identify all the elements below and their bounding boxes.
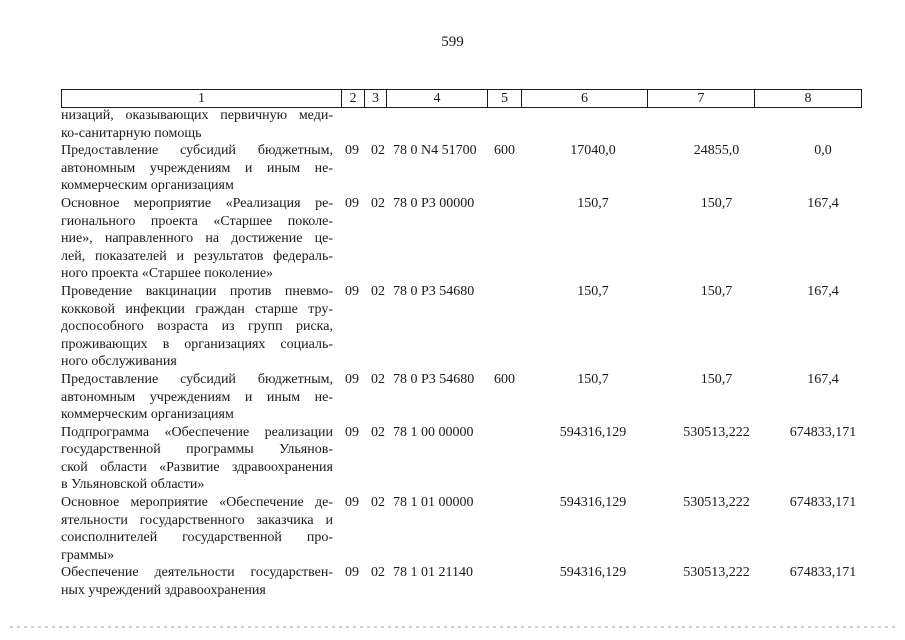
header-col-4: 4 xyxy=(387,90,488,108)
row-cell-c7: 24855,0 xyxy=(693,143,740,159)
description-line: ние», направленного на достижение це- xyxy=(61,231,333,247)
row-cell-c8: 674833,171 xyxy=(789,495,857,511)
header-col-5: 5 xyxy=(488,90,522,108)
row-cell-c2: 09 xyxy=(345,371,359,387)
description-line: ного обслуживания xyxy=(61,354,177,370)
description-line: низаций, оказывающих первичную меди- xyxy=(61,108,333,123)
description-line: кокковой инфекции граждан старше тру- xyxy=(61,301,333,317)
description-line: Обеспечение деятельности государствен- xyxy=(61,565,333,581)
description-line: автономным учреждениям и иным не- xyxy=(61,160,333,176)
row-cell-c6: 150,7 xyxy=(577,371,609,387)
table-row xyxy=(61,424,857,494)
row-cell-c7: 530513,222 xyxy=(683,424,750,440)
row-cell-c4: 78 1 01 21140 xyxy=(393,565,473,581)
row-cell-c3: 02 xyxy=(371,371,385,387)
row-cell-c3: 02 xyxy=(371,143,385,159)
table-row xyxy=(61,195,847,283)
header-col-7: 7 xyxy=(648,90,755,108)
description-line: государственной программы Ульянов- xyxy=(61,442,333,458)
row-description xyxy=(61,195,333,283)
row-cell-c8: 674833,171 xyxy=(789,424,857,440)
row-cell-c4: 78 1 00 00000 xyxy=(393,424,474,440)
description-line: гионального проекта «Старшее поколе- xyxy=(61,213,333,229)
column-header-table xyxy=(61,89,862,108)
table-row xyxy=(61,107,847,142)
row-cell-c6: 17040,0 xyxy=(570,143,616,159)
row-cell-c6: 150,7 xyxy=(577,195,609,211)
row-cell-c2: 09 xyxy=(345,283,359,299)
row-cell-c2: 09 xyxy=(345,565,359,581)
description-line: автономным учреждениям и иным не- xyxy=(61,389,333,405)
row-cell-c2: 09 xyxy=(345,495,359,511)
row-cell-c7: 150,7 xyxy=(700,371,733,387)
description-line: проживающих в организациях социаль- xyxy=(61,336,333,352)
row-cell-c4: 78 0 P3 00000 xyxy=(393,195,475,211)
row-cell-c6: 594316,129 xyxy=(559,565,627,581)
row-cell-c5: 600 xyxy=(494,143,515,159)
description-line: коммерческим организациям xyxy=(61,407,234,423)
row-description xyxy=(61,371,333,424)
description-line: Предоставление субсидий бюджетным, xyxy=(61,143,333,159)
row-description xyxy=(61,107,333,142)
page-number: 599 xyxy=(441,34,464,50)
row-description xyxy=(61,142,333,195)
row-cell-c8: 167,4 xyxy=(807,371,839,387)
scan-artifact-line xyxy=(10,626,895,628)
row-cell-c2: 09 xyxy=(345,195,359,211)
header-col-6: 6 xyxy=(522,90,648,108)
header-col-8: 8 xyxy=(755,90,862,108)
row-description xyxy=(61,283,333,371)
row-cell-c3: 02 xyxy=(371,565,385,581)
row-description xyxy=(61,494,333,564)
description-line: ко-санитарную помощь xyxy=(61,125,202,141)
row-cell-c6: 594316,129 xyxy=(559,424,627,440)
row-cell-c2: 09 xyxy=(345,143,359,159)
table-row xyxy=(61,564,857,599)
table-row xyxy=(61,494,857,564)
row-cell-c7: 530513,222 xyxy=(683,565,750,581)
row-cell-c2: 09 xyxy=(345,424,359,440)
row-cell-c4: 78 0 P3 54680 xyxy=(393,371,475,387)
row-cell-c8: 674833,171 xyxy=(789,565,857,581)
description-line: коммерческим организациям xyxy=(61,178,234,194)
description-line: граммы» xyxy=(61,547,115,563)
table-row xyxy=(61,371,847,424)
row-cell-c8: 167,4 xyxy=(807,195,839,211)
row-cell-c6: 594316,129 xyxy=(559,495,627,511)
description-line: Проведение вакцинации против пневмо- xyxy=(61,283,333,299)
description-line: доспособного возраста из групп риска, xyxy=(61,319,333,335)
row-cell-c8: 0,0 xyxy=(814,143,832,159)
description-line: Основное мероприятие «Обеспечение де- xyxy=(61,495,333,511)
description-line: Предоставление субсидий бюджетным, xyxy=(61,371,333,387)
row-cell-c6: 150,7 xyxy=(577,283,609,299)
row-cell-c8: 167,4 xyxy=(807,283,839,299)
row-description xyxy=(61,564,333,599)
table-row xyxy=(61,283,847,371)
row-cell-c3: 02 xyxy=(371,195,385,211)
description-line: лей, показателей и результатов федераль- xyxy=(61,248,333,264)
row-cell-c7: 530513,222 xyxy=(683,495,750,511)
description-line: соисполнителей государственной про- xyxy=(61,530,333,546)
row-cell-c3: 02 xyxy=(371,283,385,299)
description-line: ятельности государственного заказчика и xyxy=(61,512,333,528)
row-cell-c7: 150,7 xyxy=(700,283,733,299)
header-col-1: 1 xyxy=(62,90,342,108)
row-cell-c5: 600 xyxy=(494,371,515,387)
table-row xyxy=(61,142,847,195)
description-line: Подпрограмма «Обеспечение реализации xyxy=(61,424,333,440)
row-cell-c4: 78 0 N4 51700 xyxy=(393,143,477,159)
description-line: Основное мероприятие «Реализация ре- xyxy=(61,195,333,211)
header-row xyxy=(62,90,862,108)
row-cell-c7: 150,7 xyxy=(700,195,733,211)
row-description xyxy=(61,424,333,494)
description-line: в Ульяновской области» xyxy=(61,477,205,493)
row-cell-c3: 02 xyxy=(371,424,385,440)
description-line: ской области «Развитие здравоохранения xyxy=(61,459,333,475)
description-line: ных учреждений здравоохранения xyxy=(61,583,266,599)
row-cell-c3: 02 xyxy=(371,495,385,511)
header-col-3: 3 xyxy=(365,90,387,108)
description-line: ного проекта «Старшее поколение» xyxy=(61,266,274,282)
row-cell-c4: 78 1 01 00000 xyxy=(393,495,474,511)
budget-rows xyxy=(61,107,857,600)
header-col-2: 2 xyxy=(342,90,365,108)
row-cell-c4: 78 0 P3 54680 xyxy=(393,283,475,299)
